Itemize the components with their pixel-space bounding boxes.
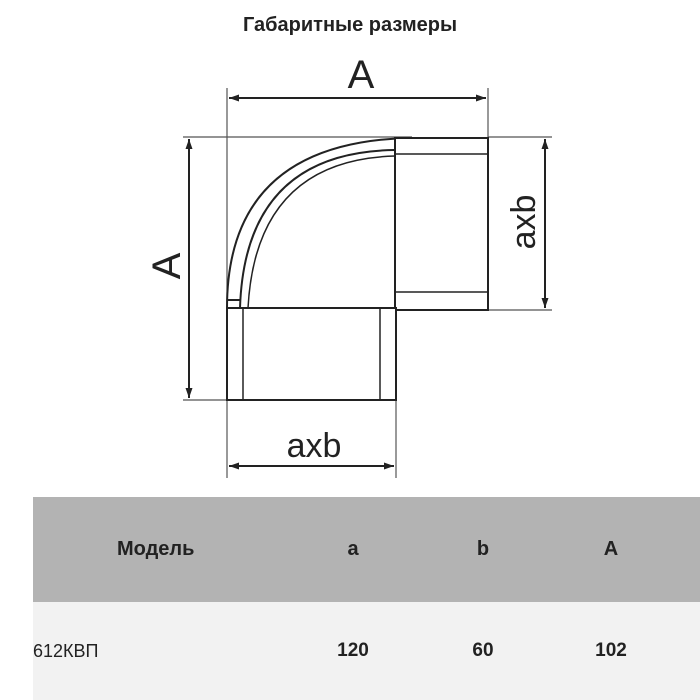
header-A: A bbox=[603, 538, 619, 560]
header-model: Модель bbox=[117, 538, 195, 560]
header-a: a bbox=[347, 538, 359, 560]
cell-a: 120 bbox=[337, 640, 369, 661]
bottom-dimension-label: axb bbox=[286, 427, 342, 465]
header-b: b bbox=[476, 538, 490, 560]
top-dimension-label: A bbox=[347, 53, 375, 97]
dimensions-table bbox=[33, 497, 700, 700]
elbow-outline bbox=[227, 138, 488, 400]
extension-lines bbox=[183, 88, 552, 478]
left-dimension-label: A bbox=[145, 252, 189, 280]
bottom-coupling bbox=[227, 308, 396, 400]
table-row bbox=[33, 602, 700, 700]
right-dimension-label: axb bbox=[505, 194, 543, 250]
cell-b: 60 bbox=[472, 640, 494, 661]
right-coupling bbox=[395, 138, 488, 310]
cell-A: 102 bbox=[595, 640, 627, 661]
page-title: Габаритные размеры bbox=[242, 14, 458, 36]
table-header bbox=[33, 497, 700, 602]
cell-model: 612КВП bbox=[33, 640, 99, 661]
